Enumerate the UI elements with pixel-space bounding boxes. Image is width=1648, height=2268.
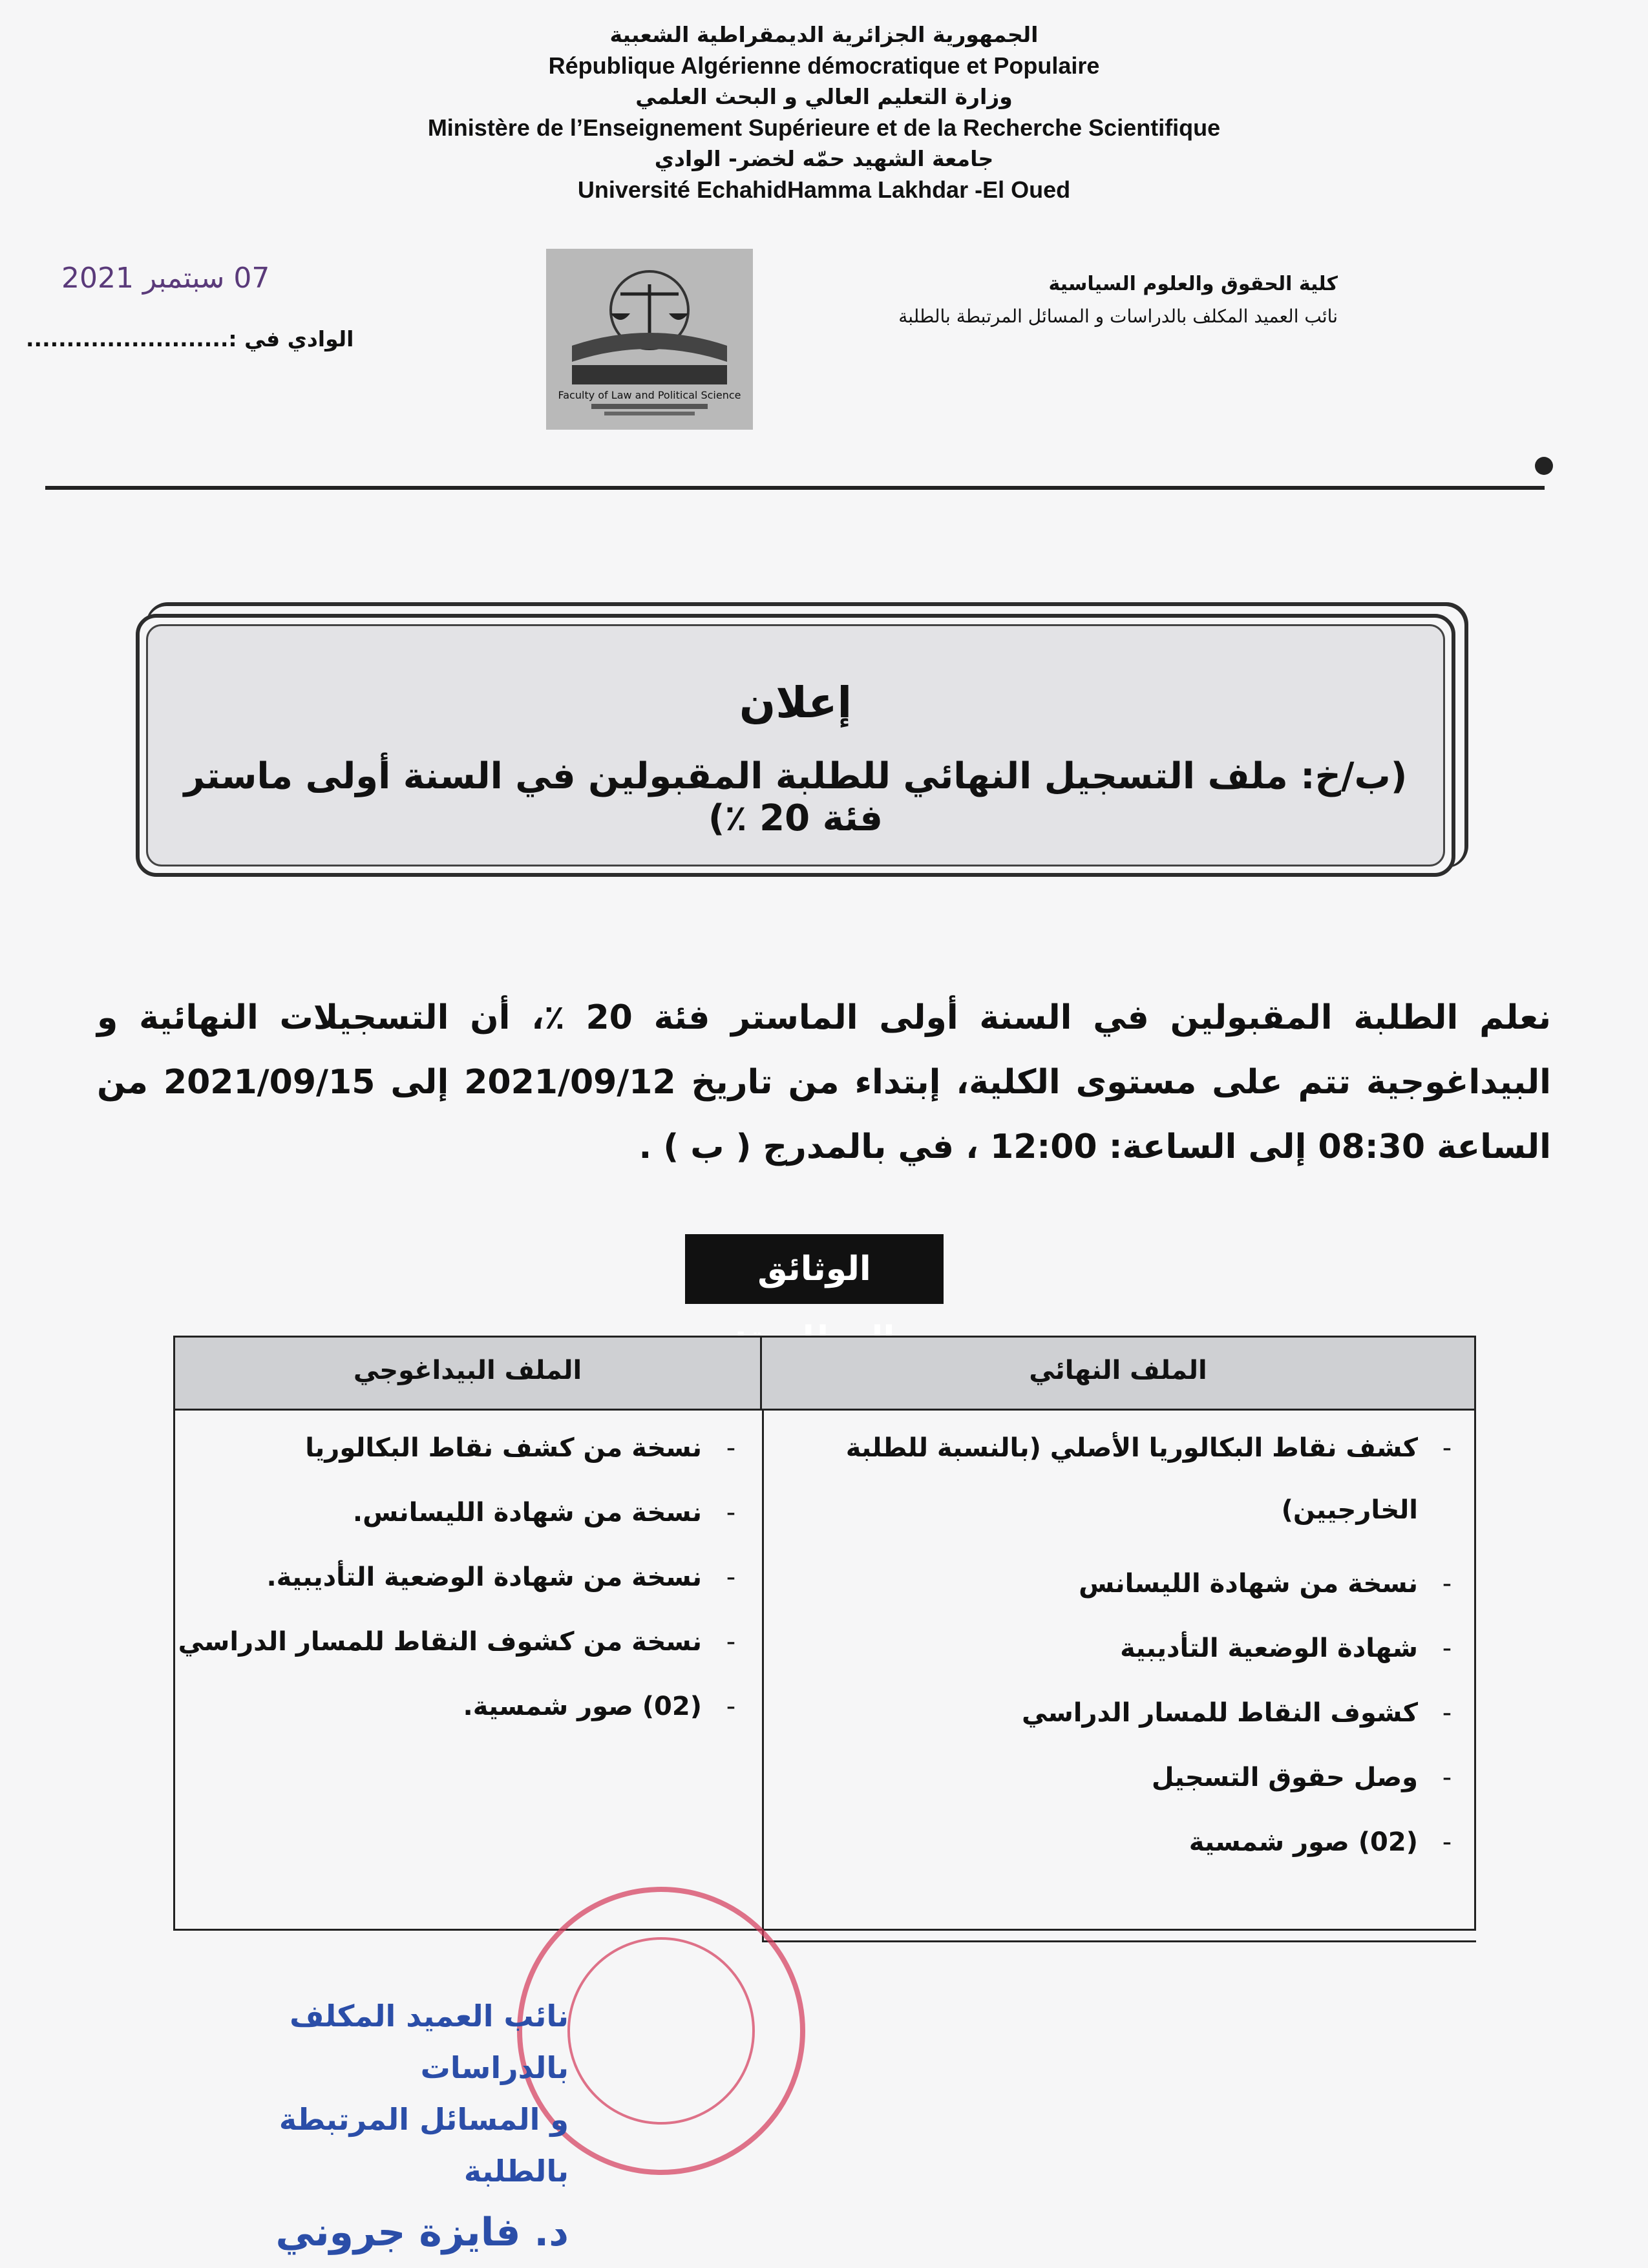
faculty-office: نائب العميد المكلف بالدراسات و المسائل المرتبطة بالطلبة bbox=[898, 306, 1338, 327]
signatory-name: د. فايزة جروني bbox=[275, 2210, 569, 2255]
announcement-body: نعلم الطلبة المقبولين في السنة أولى الماستر فئة 20 ٪، أن التسجيلات النهائية و البيداغوجية تتم على مستوى الكلية، إبتداء من تاريخ 2021/09/12 إلى 2021/09/15 من الساعة 08:30 إلى الساعة: 12:00 ، في بالمدرج ( ب ) . bbox=[97, 998, 1552, 1166]
list-item: -نسخة من شهادة الوضعية التأديبية. bbox=[266, 1562, 736, 1592]
list-item: -وصل حقوق التسجيل bbox=[1151, 1763, 1452, 1792]
scales-of-justice-icon bbox=[546, 249, 753, 430]
faculty-name: كلية الحقوق والعلوم السياسية bbox=[1048, 273, 1338, 295]
pedagogic-file-header-cell bbox=[175, 1338, 762, 1411]
place-date-line: الوادي في :......................... bbox=[26, 326, 354, 352]
list-item: -(02) صور شمسية bbox=[1188, 1827, 1452, 1857]
documents-table bbox=[173, 1336, 1476, 1931]
pedagogic-file-column bbox=[175, 1411, 760, 1929]
list-item: -كشوف النقاط للمسار الدراسي bbox=[1022, 1698, 1452, 1728]
final-file-header-cell bbox=[762, 1338, 1474, 1411]
final-file-header: الملف النهائي bbox=[1029, 1356, 1207, 1385]
signature-title-line2: و المسائل المرتبطة بالطلبة bbox=[279, 2102, 569, 2189]
signature-title-line1: نائب العميد المكلف بالدراسات bbox=[290, 1999, 569, 2085]
document-header bbox=[323, 19, 1325, 205]
republic-name-fr: République Algérienne démocratique et Populaire bbox=[548, 52, 1100, 79]
pedagogic-file-header: الملف البيداغوجي bbox=[353, 1356, 582, 1385]
final-file-column bbox=[762, 1411, 1476, 1942]
list-item: -(02) صور شمسية. bbox=[463, 1692, 736, 1721]
university-name-fr: Université EchahidHamma Lakhdar -El Oued bbox=[577, 176, 1071, 203]
ministry-name-fr: Ministère de l’Enseignement Supérieure et de la Recherche Scientifique bbox=[427, 114, 1221, 141]
date-stamp: 07 سبتمبر 2021 bbox=[61, 262, 270, 295]
announcement-subtitle: (ب/خ: ملف التسجيل النهائي للطلبة المقبولين في السنة أولى ماستر فئة 20 ٪) bbox=[184, 755, 1408, 839]
list-item: -كشف نقاط البكالوريا الأصلي (بالنسبة للطلبة الخارجيين) bbox=[845, 1433, 1452, 1525]
announcement-frame bbox=[136, 614, 1455, 877]
signature-block bbox=[174, 1990, 569, 2268]
divider-dot bbox=[1535, 457, 1553, 475]
ministry-name-ar: وزارة التعليم العالي و البحث العلمي bbox=[635, 84, 1013, 109]
republic-name-ar: الجمهورية الجزائرية الديمقراطية الشعبية bbox=[609, 22, 1039, 47]
list-item: -نسخة من كشوف النقاط للمسار الدراسي bbox=[178, 1627, 736, 1657]
faculty-block bbox=[898, 268, 1338, 333]
list-item: -نسخة من شهادة الليسانس. bbox=[352, 1498, 736, 1528]
list-item: -شهادة الوضعية التأديبية bbox=[1120, 1633, 1452, 1663]
svg-text:Faculty of Law and Political S: Faculty of Law and Political Science bbox=[558, 389, 741, 401]
faculty-logo bbox=[546, 249, 753, 430]
list-item: -نسخة من كشف نقاط البكالوريا bbox=[305, 1433, 736, 1463]
announcement-title: إعلان bbox=[739, 678, 852, 728]
university-name-ar: جامعة الشهيد حمّه لخضر- الوادي bbox=[654, 146, 994, 171]
list-item: -نسخة من شهادة الليسانس bbox=[1079, 1569, 1452, 1599]
required-documents-label: الوثائق bbox=[685, 1234, 944, 1304]
header-divider bbox=[45, 486, 1545, 490]
